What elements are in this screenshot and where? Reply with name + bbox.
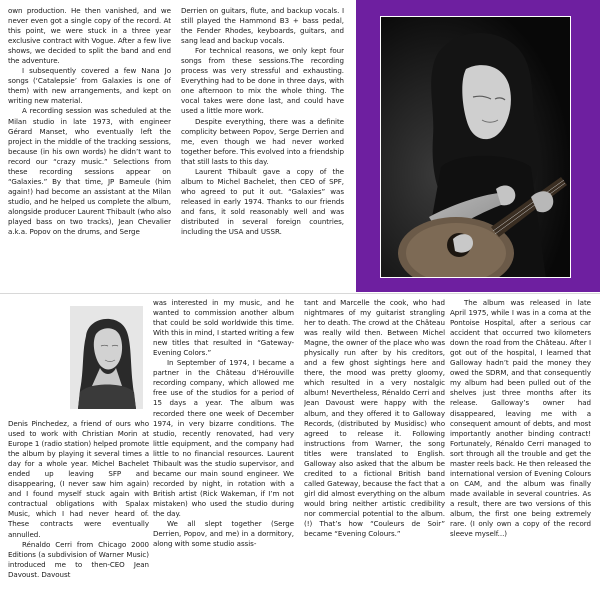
paragraph: We all slept together (Serge Derrien, Popov, and me) in a dormitory, along with some studio assis- [153, 519, 294, 549]
text-column-top-1 [8, 6, 171, 288]
paragraph: own production. He then vanished, and we never even got a single copy of the record. At this point, we were stuck in a three year exclusive contract with Vogue. After a few live shows, we decided to split the band and end the adventure. [8, 6, 171, 66]
text-column-bottom-2 [153, 298, 294, 597]
paragraph: The album was released in late April 1975, while I was in a coma at the Pontoise Hospital, after a serious car accident that occurred two kilometers down the road from the Château. After I got out of the hospital, I learned that Galloway hadn’t paid the money they owed the SDRM, and that consequently my album had been pulled out of the shelves just three months after its release. Galloway’s owner had disappeared, leaving me with a consequent amount of debts, and most importantly another binding contract! Fortunately, Rénaldo Cerri managed to sort through all the trouble and get the master reels back. He then released the international version of Evening Colours on CAM, and the album was finally made available in several countries. As a result, there are two versions of this album, the first one being extremely rare. (I only own a copy of the record sleeve myself...) [450, 298, 591, 539]
paragraph: I subsequently covered a few Nana Jo songs (‘Catalepsie’ from Galaxies is one of them) with new arrangements, and kept on writing new material. [8, 66, 171, 106]
paragraph: Despite everything, there was a definite complicity between Popov, Serge Derrien and me, even though we had never worked together before. This evolved into a friendship that still lasts to this day. [181, 116, 344, 166]
section-divider [0, 293, 600, 294]
photo-woman-portrait [70, 306, 143, 409]
paragraph: Laurent Thibault gave a copy of the album to Michel Bachelet, then CEO of SPF, who agreed to put it out. “Galaxies” was released in early 1974. Thanks to our friends and fans, it sold reasonably well and was distributed in several foreign countries, including the USA and USSR. [181, 166, 344, 237]
text-column-bottom-1 [8, 419, 149, 597]
photo-woman-playing-guitar [380, 16, 571, 278]
paragraph: Derrien on guitars, flute, and backup vocals. I still played the Hammond B3 + bass pedal, the Fender Rhodes, keyboards, guitars, and sang lead and backup vocals. [181, 6, 344, 46]
paragraph: Denis Pinchedez, a friend of ours who used to work with Christian Morin at Europe 1 (radio station) helped promote the album by playing it several times a day for a whole year. Michel Bachelet ended up leaving SFP and disappearing, (I never saw him again) and I found myself stuck again with contractual obligations with Spalax Music, which I had never heard of. These contracts were eventually annulled. [8, 419, 149, 539]
paragraph: A recording session was scheduled at the Milan studio in late 1973, with engineer Gérard Manset, who eventually left the project in the middle of the tracking sessions, because (in his own words) he didn’t want to record our “crazy music.” Selections from these recording sessions appear on “Galaxies.” By that time, JP Bameule (him again!) had become an assistant at the Milan studio, and he helped us complete the album, alongside producer Laurent Thibault (who also played bass on two tracks), Jean Chevalier a.k.a. Popov on the drums, and Serge [8, 106, 171, 237]
photo-woman-playing-guitar-image [381, 17, 571, 278]
paragraph: In September of 1974, I became a partner in the Château d’Hérouville recording company, which allowed me free use of the studios for a period of 15 days a year. The album was recorded there one week of December 1974, in very bizarre conditions. The studio, recently renovated, had very little equipment, and the company had little to no financial resources. Laurent Thibault was the studio supervisor, and became our main sound engineer. We recorded by night, in rotation with a British artist (Rick Wakeman, if I’m not mistaken) who used the studio during the day. [153, 358, 294, 518]
paragraph: was interested in my music, and he wanted to commission another album that could be sold worldwide this time. With this in mind, I started writing a few new titles that resulted in “Gateway- Evening Colors.” [153, 298, 294, 358]
paragraph: tant and Marcelle the cook, who had nightmares of my guitarist strangling her to death. The crowd at the Château was really wild then. Between Michel Magne, the owner of the place who was physically run after by his creditors, and a few ghost sightings here and there, the mood was pretty gloomy, which resulted in a very nostalgic album! Nevertheless, Rénaldo Cerri and Jean Davoust were happy with the album, and they offered it to Galloway Records, (distributed by Musidisc) who agreed to release it. Following instructions from Warner, the song titles were translated to English. Galloway also asked that the album be credited to a fictional British band called Gateway, because the fact that a girl did almost everything on the album would bring neither artistic credibility nor commercial potential to the album. (!) That’s how “Couleurs de Soir” became “Evening Colours.” [304, 298, 445, 539]
paragraph: Rénaldo Cerri from Chicago 2000 Editions (a subdivision of Warner Music) introduced me to then-CEO Jean Davoust. Davoust [8, 539, 149, 579]
paragraph: For technical reasons, we only kept four songs from these sessions.The recording process was very stressful and exhausting. Everything had to be done in three days, with one afternoon to mix the whole thing. The vocal takes were done last, and could have used a little more work. [181, 46, 344, 116]
text-column-bottom-3 [304, 298, 445, 597]
photo-woman-portrait-image [70, 306, 143, 409]
text-column-top-2 [181, 6, 344, 288]
text-column-bottom-4 [450, 298, 591, 597]
